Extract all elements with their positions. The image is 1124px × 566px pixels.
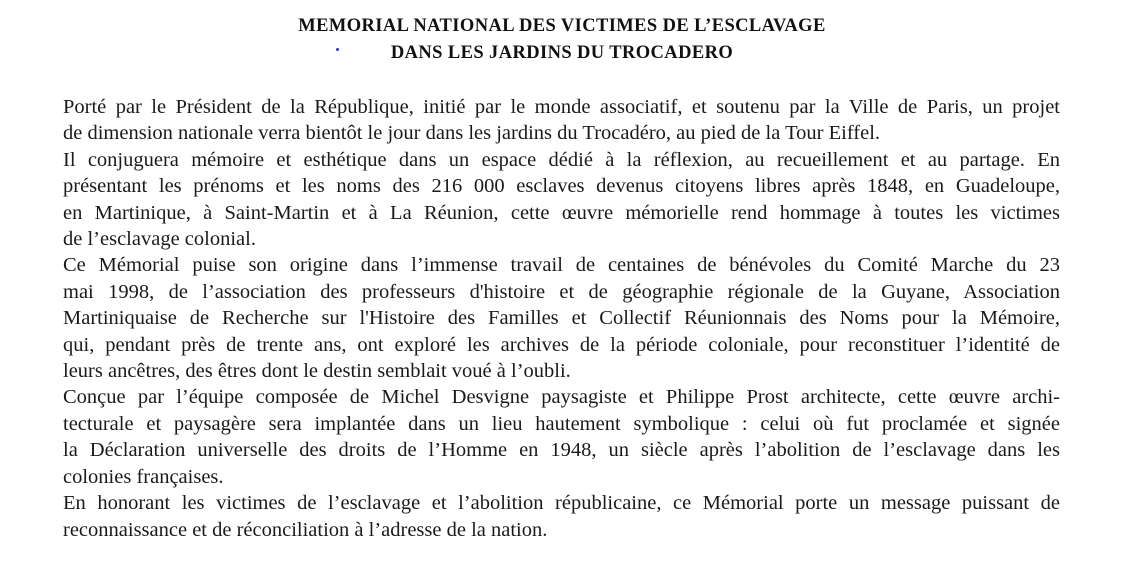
text-line: Martiniquaise de Recherche sur l'Histoire des Familles et Collectif Réunionnais des Noms pour la Mémoire, bbox=[63, 307, 1060, 330]
text-line: Conçue par l’équipe composée de Michel Desvigne paysagiste et Philippe Prost architecte, cette œuvre archi- bbox=[63, 386, 1060, 409]
text-line: de dimension nationale verra bientôt le jour dans les jardins du Trocadéro, au pied de la Tour Eiffel. bbox=[63, 122, 881, 145]
title-line-1: MEMORIAL NATIONAL DES VICTIMES DE L’ESCLAVAGE bbox=[298, 16, 826, 36]
text-line: tecturale et paysagère sera implantée dans un lieu hautement symbolique : celui où fut proclamée et signée bbox=[63, 412, 1060, 435]
text-line: en Martinique, à Saint-Martin et à La Réunion, cette œuvre mémorielle rend hommage à toutes les victimes bbox=[63, 201, 1060, 224]
page-title bbox=[0, 13, 1124, 67]
body-text bbox=[63, 94, 1060, 543]
title-line-2: DANS LES JARDINS DU TROCADERO bbox=[390, 43, 734, 63]
paragraph bbox=[63, 94, 1060, 147]
text-line: Porté par le Président de la République, initié par le monde associatif, et soutenu par la Ville de Paris, un projet bbox=[63, 96, 1060, 118]
text-line: de l’esclavage colonial. bbox=[63, 228, 256, 251]
text-line: qui, pendant près de trente ans, ont exploré les archives de la période coloniale, pour reconstituer l’identité de bbox=[63, 333, 1060, 356]
text-line: leurs ancêtres, des êtres dont le destin semblait voué à l’oubli. bbox=[63, 360, 571, 383]
text-line: Il conjuguera mémoire et esthétique dans un espace dédié à la réflexion, au recueillement et au partage. En bbox=[63, 148, 1060, 171]
paragraph bbox=[63, 252, 1060, 384]
anchor-dot-icon bbox=[336, 48, 339, 51]
text-line: présentant les prénoms et les noms des 216 000 esclaves devenus citoyens libres après 1848, en Guadeloupe, bbox=[63, 175, 1060, 198]
text-line: mai 1998, de l’association des professeurs d'histoire et de géographie régionale de la Guyane, Association bbox=[63, 280, 1060, 303]
text-line: En honorant les victimes de l’esclavage et l’abolition républicaine, ce Mémorial porte un message puissant de bbox=[63, 492, 1060, 515]
text-line: reconnaissance et de réconciliation à l’adresse de la nation. bbox=[63, 518, 548, 541]
paragraph bbox=[63, 490, 1060, 543]
text-line: la Déclaration universelle des droits de l’Homme en 1948, un siècle après l’abolition de l’esclavage dans les bbox=[63, 439, 1060, 462]
text-line: Ce Mémorial puise son origine dans l’immense travail de centaines de bénévoles du Comité Marche du 23 bbox=[63, 254, 1060, 277]
paragraph bbox=[63, 147, 1060, 253]
paragraph bbox=[63, 384, 1060, 490]
text-line: colonies françaises. bbox=[63, 465, 224, 488]
